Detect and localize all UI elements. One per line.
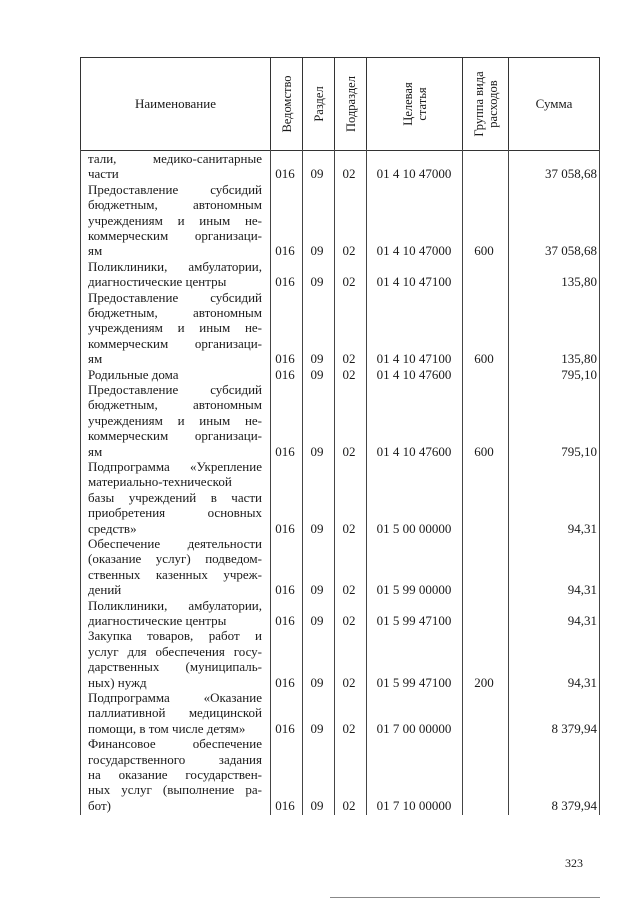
cell-razdel: 09 [310,443,324,459]
row-name-line: материально-технической [88,474,232,490]
row-name-line: услуг для обеспечения госу- [88,643,262,659]
row-name-line: ных) нужд [88,674,147,690]
cell-ved: 016 [275,274,295,290]
header-razdel-cell [302,58,334,150]
cell-ved: 016 [275,166,295,182]
row-name-line: Обеспечение деятельности [88,536,262,551]
cell-podrazdel: 02 [342,520,356,536]
row-name-line: коммерческим организаци- [88,228,262,244]
cell-summa: 37 058,68 [545,243,597,259]
cell-razdel: 09 [310,520,324,536]
header-podrazdel-cell [334,58,366,150]
table-row [80,628,600,690]
row-name-line: Родильные дома [88,366,179,382]
row-name [88,690,262,736]
row-name-line: учреждениям и иным не- [88,412,262,428]
cell-ved: 016 [275,520,295,536]
cell-summa: 8 379,94 [551,797,597,813]
row-name-line: Поликлиники, амбулатории, [88,597,262,613]
row-name [88,598,262,629]
table-row [80,736,600,813]
cell-summa: 8 379,94 [551,720,597,736]
row-name [88,259,262,290]
row-name-line: ных услуг (выполнение ра- [88,782,262,798]
header-gruppa-cell [462,58,508,150]
row-name-line: Закупка товаров, работ и [88,628,262,644]
row-name-line: ственных казенных учреж- [88,566,262,582]
header-razdel: Раздел [311,86,326,122]
row-name-line: диагностические центры [88,613,227,628]
cell-razdel: 09 [310,243,324,259]
cell-podrazdel: 02 [342,720,356,736]
row-name-line: дений [88,582,122,598]
row-name-line: Подпрограмма «Оказание [88,690,262,705]
row-name [88,628,262,690]
row-name-line: паллиативной медицинской [88,705,262,721]
cell-razdel: 09 [310,274,324,290]
cell-summa: 94,31 [567,582,597,598]
cell-celevaya: 01 4 10 47600 [376,443,452,459]
row-name [88,736,262,813]
cell-podrazdel: 02 [342,166,356,182]
cell-ved: 016 [275,612,295,628]
cell-razdel: 09 [310,166,324,182]
cell-celevaya: 01 5 99 47100 [376,612,452,628]
row-name-line: Финансовое обеспечение [88,736,262,752]
row-name-line: дарственных (муниципаль- [88,659,262,675]
cell-summa: 135,80 [561,351,597,367]
header-summa: Сумма [535,96,573,111]
cell-celevaya: 01 7 00 00000 [376,720,452,736]
table-row [80,151,600,182]
cell-ved: 016 [275,243,295,259]
cell-ved: 016 [275,582,295,598]
cell-razdel: 09 [310,674,324,690]
column-rule [270,149,271,815]
row-name-line: базы учреждений в части [88,489,262,505]
cell-celevaya: 01 4 10 47600 [376,366,452,382]
row-name-line: тали, медико-санитарные [88,151,262,166]
header-summa-cell [508,58,600,150]
cell-gruppa: 600 [474,351,494,367]
row-name [88,382,262,459]
cell-summa: 94,31 [567,520,597,536]
cell-summa: 135,80 [561,274,597,290]
cell-celevaya: 01 5 00 00000 [376,520,452,536]
header-podrazdel: Подраздел [343,76,358,132]
row-name [88,459,262,536]
row-name-line: учреждениям и иным не- [88,212,262,228]
cell-razdel: 09 [310,582,324,598]
row-name-line: (оказание услуг) подведом- [88,551,262,567]
cell-gruppa: 600 [474,243,494,259]
cell-celevaya: 01 4 10 47000 [376,166,452,182]
header-ved: Ведомство [279,75,294,133]
table-row [80,598,600,629]
row-name-line: на оказание государствен- [88,767,262,782]
row-name-line: Предоставление субсидий [88,382,262,397]
table-row [80,690,600,736]
header-gruppa: Группа вида расходов [471,71,500,137]
row-name-line: бюджетным, автономным [88,197,262,213]
row-name-line: Предоставление субсидий [88,181,262,197]
header-name: Наименование [135,96,216,111]
cell-celevaya: 01 4 10 47000 [376,243,452,259]
cell-celevaya: 01 7 10 00000 [376,797,452,813]
cell-summa: 37 058,68 [545,166,597,182]
row-name-line: ям [88,351,103,367]
row-name-line: учреждениям и иным не- [88,320,262,336]
column-rule [334,149,335,815]
cell-razdel: 09 [310,797,324,813]
table-row [80,382,600,459]
table-header [80,57,600,151]
header-ved-cell [270,58,302,150]
column-rule [366,149,367,815]
cell-podrazdel: 02 [342,274,356,290]
row-name [88,367,262,382]
table-row [80,259,600,290]
page-number: 323 [565,856,583,870]
cell-celevaya: 01 5 99 00000 [376,582,452,598]
cell-podrazdel: 02 [342,674,356,690]
cell-podrazdel: 02 [342,366,356,382]
cell-ved: 016 [275,720,295,736]
cell-summa: 795,10 [561,443,597,459]
row-name-line: диагностические центры [88,274,227,290]
column-rule [599,149,600,815]
row-name [88,290,262,367]
cell-razdel: 09 [310,366,324,382]
cell-ved: 016 [275,366,295,382]
cell-razdel: 09 [310,720,324,736]
cell-podrazdel: 02 [342,351,356,367]
row-name-line: Подпрограмма «Укрепление [88,459,262,474]
row-name-line: части [88,166,119,182]
table-row [80,459,600,536]
cell-ved: 016 [275,674,295,690]
column-rule [462,149,463,815]
column-rule [80,149,81,815]
header-name-cell [80,58,270,150]
row-name-line: коммерческим организаци- [88,428,262,444]
table-row [80,536,600,598]
row-name-line: помощи, в том числе детям» [88,720,246,736]
cell-celevaya: 01 4 10 47100 [376,351,452,367]
cell-podrazdel: 02 [342,612,356,628]
cell-razdel: 09 [310,612,324,628]
row-name-line: ям [88,243,103,259]
table-body [80,149,600,815]
cell-gruppa: 600 [474,443,494,459]
cell-summa: 94,31 [567,674,597,690]
cell-podrazdel: 02 [342,443,356,459]
cell-podrazdel: 02 [342,797,356,813]
table-row [80,182,600,259]
header-celevaya: Целевая статья [400,82,429,126]
cell-summa: 795,10 [561,366,597,382]
row-name [88,151,262,182]
column-rule [508,149,509,815]
cell-celevaya: 01 4 10 47100 [376,274,452,290]
cell-celevaya: 01 5 99 47100 [376,674,452,690]
cell-ved: 016 [275,443,295,459]
cell-gruppa: 200 [474,674,494,690]
cell-podrazdel: 02 [342,243,356,259]
row-name [88,536,262,598]
row-name-line: ям [88,443,103,459]
row-name [88,182,262,259]
row-name-line: государственного задания [88,751,262,767]
row-name-line: бюджетным, автономным [88,305,262,320]
row-name-line: Поликлиники, амбулатории, [88,258,262,274]
row-name-line: средств» [88,520,137,536]
header-celevaya-cell [366,58,462,150]
column-rule [302,149,303,815]
table-row [80,367,600,382]
cell-ved: 016 [275,351,295,367]
row-name-line: бот) [88,797,111,813]
cell-razdel: 09 [310,351,324,367]
footer-rule [330,897,600,898]
row-name-line: приобретения основных [88,505,262,521]
table-row [80,290,600,367]
row-name-line: коммерческим организаци- [88,335,262,351]
cell-ved: 016 [275,797,295,813]
cell-summa: 94,31 [567,612,597,628]
cell-podrazdel: 02 [342,582,356,598]
row-name-line: Предоставление субсидий [88,289,262,305]
row-name-line: бюджетным, автономным [88,397,262,413]
